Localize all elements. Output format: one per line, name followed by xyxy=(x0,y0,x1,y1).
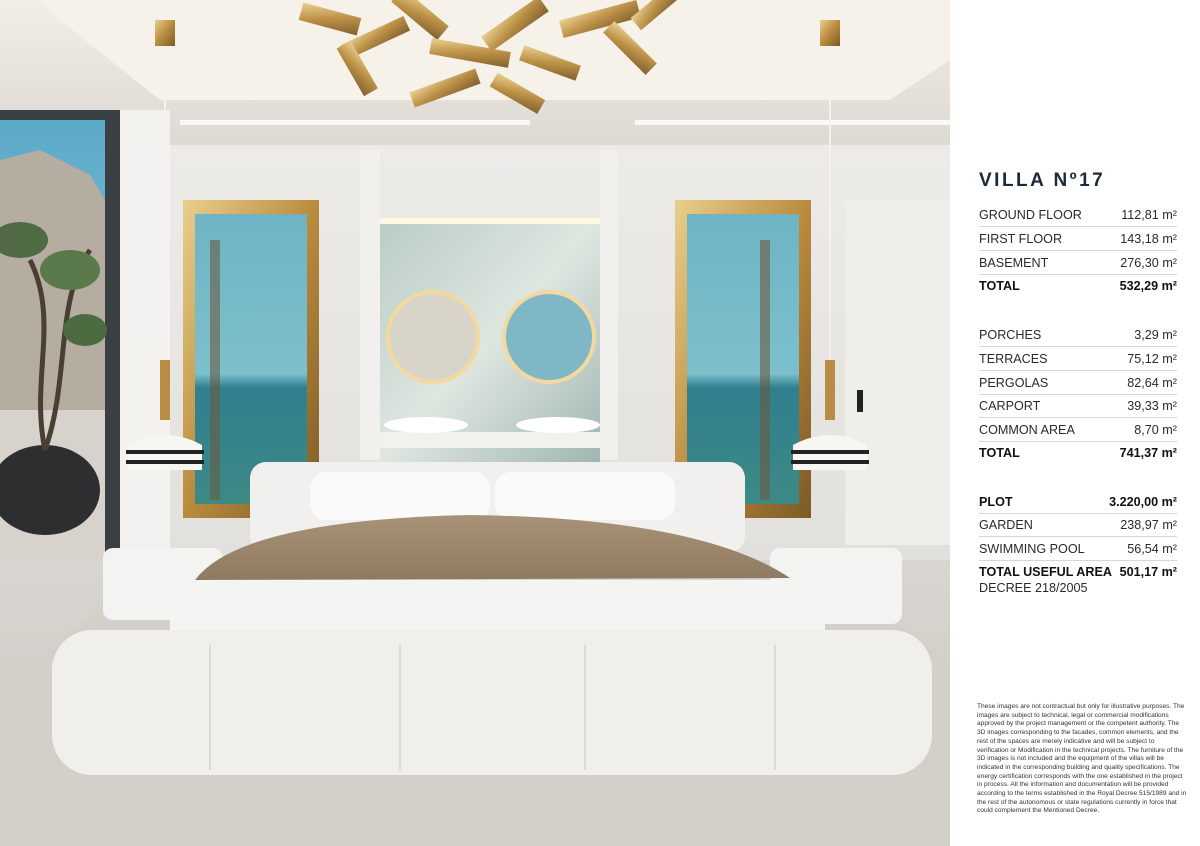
spec-label: SWIMMING POOL xyxy=(979,541,1085,556)
total-useful-area xyxy=(979,565,1177,595)
spec-row-basement xyxy=(979,251,1177,275)
spec-value: 56,54 m² xyxy=(1127,541,1177,556)
spec-value: 3.220,00 m² xyxy=(1109,494,1177,509)
spec-row-porches xyxy=(979,323,1177,347)
spec-row-pergolas xyxy=(979,371,1177,395)
spec-value: 532,29 m² xyxy=(1119,278,1177,293)
spec-value: 82,64 m² xyxy=(1127,375,1177,390)
spec-label: CARPORT xyxy=(979,398,1041,413)
spec-value: 143,18 m² xyxy=(1120,231,1177,246)
spec-label: GROUND FLOOR xyxy=(979,207,1082,222)
spec-label: BASEMENT xyxy=(979,255,1049,270)
spec-row-ground-floor xyxy=(979,203,1177,227)
spec-label: GARDEN xyxy=(979,517,1033,532)
spec-label: PLOT xyxy=(979,494,1013,509)
spec-label: TOTAL USEFUL AREA xyxy=(979,565,1112,579)
spec-row-total-built xyxy=(979,274,1177,297)
spec-value: 75,12 m² xyxy=(1127,351,1177,366)
spec-label: TOTAL xyxy=(979,445,1020,460)
spec-label: COMMON AREA xyxy=(979,422,1075,437)
spec-row-first-floor xyxy=(979,227,1177,251)
spec-value: 238,97 m² xyxy=(1120,517,1177,532)
spec-value: 112,81 m² xyxy=(1121,207,1177,222)
spec-row-total-outdoor xyxy=(979,441,1177,464)
spec-row-plot xyxy=(979,490,1177,514)
spec-row-carport xyxy=(979,394,1177,418)
spec-row-terraces xyxy=(979,347,1177,371)
specs-panel xyxy=(950,0,1200,846)
spec-row-swimming-pool xyxy=(979,537,1177,561)
villa-title: VILLA Nº17 xyxy=(979,170,1106,191)
spec-label: FIRST FLOOR xyxy=(979,231,1063,246)
spec-value: 3,29 m² xyxy=(1134,327,1177,342)
spec-label: PORCHES xyxy=(979,327,1042,342)
legal-disclaimer: These images are not contractual but only for illustrative purposes. The images are subject to technical, legal or commercial modifications approved by the project management or the competent authority. The 3D images corresponding to the facades, common elements, and the rest of the spaces are merely indicative and will be subject to verification or Modification in the technical projects. The furniture of the 3D images is not included and the equipment of the villas will be indicated in the corresponding building and quality specifications. The energy certification corresponds with the one established in the project in process. All the information and documentation will be provided according to the terms established in the Royal Decree 515/1989 and in the rest of the autonomous or state regulations currently in force that could complement the Mentioned Decree. xyxy=(977,703,1187,815)
spec-label: TERRACES xyxy=(979,351,1048,366)
spec-label: PERGOLAS xyxy=(979,375,1049,390)
spec-value: 276,30 m² xyxy=(1120,255,1177,270)
decree-reference: DECREE 218/2005 xyxy=(979,581,1088,595)
spec-row-garden xyxy=(979,513,1177,537)
spec-label: TOTAL xyxy=(979,278,1020,293)
spec-value: 501,17 m² xyxy=(1119,565,1177,579)
spec-value: 741,37 m² xyxy=(1119,445,1177,460)
spec-value: 39,33 m² xyxy=(1127,398,1177,413)
spec-value: 8,70 m² xyxy=(1134,422,1177,437)
spec-row-common-area xyxy=(979,418,1177,442)
